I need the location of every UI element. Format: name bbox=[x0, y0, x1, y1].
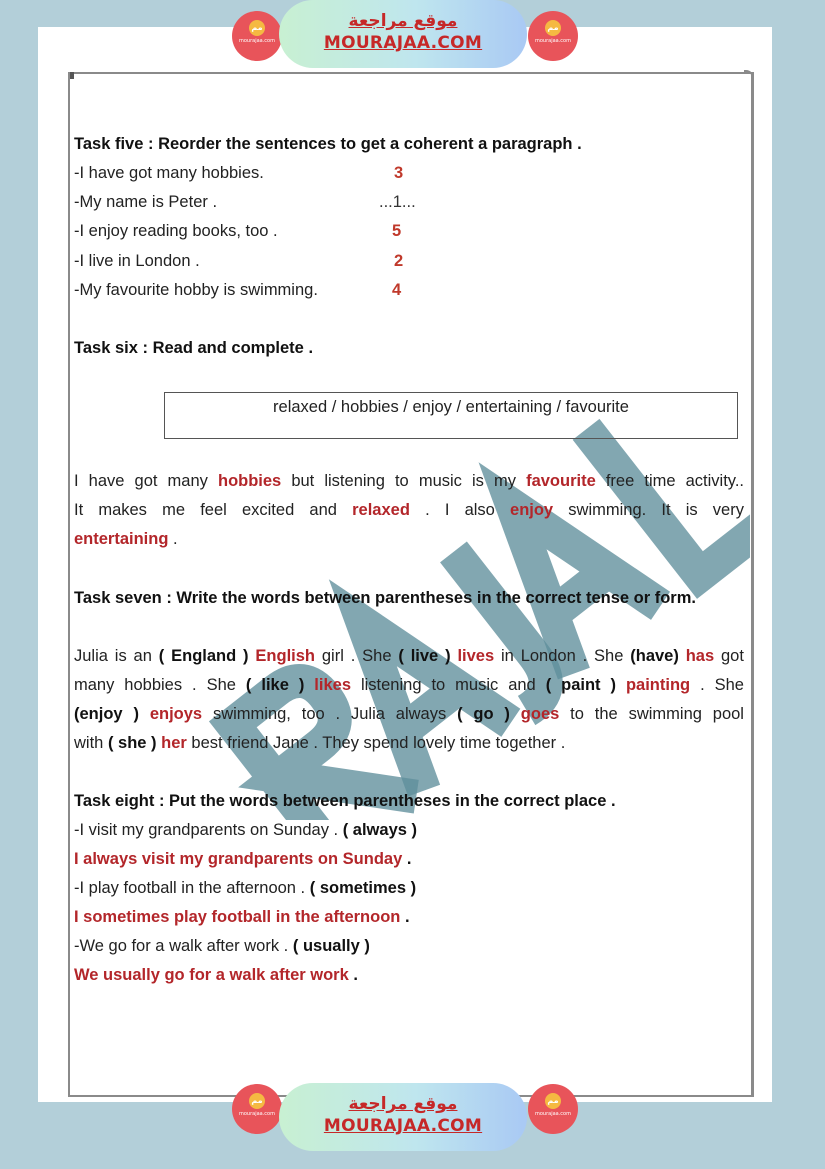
adverb: ( sometimes ) bbox=[309, 879, 417, 897]
text: swimming, too . Julia always bbox=[202, 705, 458, 723]
text bbox=[616, 676, 626, 694]
answer-sentence: I always visit my grandparents on Sunday bbox=[74, 850, 403, 868]
answer-word: lives bbox=[457, 647, 495, 665]
site-logo-icon[interactable] bbox=[528, 11, 578, 61]
logo-mark: ﻣﻢ bbox=[249, 1093, 265, 1109]
task5-answer-3: 5 bbox=[392, 222, 402, 240]
prompt-word: ( like ) bbox=[245, 676, 305, 694]
task5-answer-5: 4 bbox=[392, 281, 402, 299]
answer-sentence: I sometimes play football in the afternoon bbox=[74, 908, 401, 926]
answer-word: goes bbox=[520, 705, 560, 723]
text: but listening to music is my bbox=[281, 472, 527, 490]
task6-paragraph-line-3 bbox=[74, 528, 178, 550]
answer-relaxed: relaxed bbox=[352, 501, 410, 519]
text: in London . She bbox=[494, 647, 631, 665]
answer-favourite: favourite bbox=[526, 472, 596, 490]
text: -We go for a walk after work . bbox=[74, 937, 293, 955]
header-banner[interactable] bbox=[279, 0, 527, 68]
site-logo-icon[interactable] bbox=[232, 11, 282, 61]
text bbox=[510, 705, 521, 723]
task6-heading: Task six : Read and complete . bbox=[74, 339, 314, 357]
answer-entertaining: entertaining bbox=[74, 530, 169, 548]
answer-word: enjoys bbox=[149, 705, 203, 723]
text bbox=[304, 676, 314, 694]
task7-line-1 bbox=[74, 645, 744, 667]
text: . bbox=[348, 966, 358, 984]
text: best friend Jane . They spend lovely time together . bbox=[186, 734, 566, 752]
task5-answer-4: 2 bbox=[394, 252, 404, 270]
text: Julia is an bbox=[74, 647, 159, 665]
prompt-word: (enjoy ) bbox=[74, 705, 139, 723]
task8-answer-2 bbox=[74, 906, 410, 928]
task7-heading: Task seven : Write the words between parentheses in the correct tense or form. bbox=[74, 589, 696, 607]
text: . bbox=[400, 908, 410, 926]
prompt-word: ( live ) bbox=[398, 647, 451, 665]
text: It makes me feel excited and bbox=[74, 501, 353, 519]
text: free time activity.. bbox=[595, 472, 744, 490]
text: . bbox=[402, 850, 412, 868]
task6-word-box: relaxed / hobbies / enjoy / entertaining / favourite bbox=[164, 392, 738, 439]
task8-question-2 bbox=[74, 877, 416, 899]
logo-caption: mourajaa.com bbox=[534, 38, 571, 44]
prompt-word: (have) bbox=[630, 647, 679, 665]
site-logo-icon[interactable] bbox=[232, 1084, 282, 1134]
text: swimming. It is very bbox=[553, 501, 744, 519]
text: many hobbies . She bbox=[74, 676, 246, 694]
logo-caption: mourajaa.com bbox=[238, 38, 275, 44]
text: girl . She bbox=[315, 647, 399, 665]
text: -I play football in the afternoon . bbox=[74, 879, 310, 897]
logo-mark: ﻣﻢ bbox=[545, 20, 561, 36]
prompt-word: ( paint ) bbox=[545, 676, 616, 694]
answer-word: her bbox=[161, 734, 187, 752]
task8-answer-1 bbox=[74, 848, 411, 870]
task5-sentence-2: -My name is Peter . bbox=[74, 193, 218, 211]
task5-answer-2: ...1... bbox=[379, 193, 416, 211]
frame-pin bbox=[70, 72, 74, 79]
task5-sentence-5: -My favourite hobby is swimming. bbox=[74, 281, 318, 299]
task5-sentence-4: -I live in London . bbox=[74, 252, 200, 270]
answer-sentence: We usually go for a walk after work bbox=[74, 966, 349, 984]
task8-question-1 bbox=[74, 819, 417, 841]
text bbox=[679, 647, 686, 665]
answer-enjoy: enjoy bbox=[510, 501, 554, 519]
text: . I also bbox=[409, 501, 511, 519]
task8-question-3 bbox=[74, 935, 370, 957]
task6-paragraph-line-1 bbox=[74, 470, 744, 492]
answer-word: English bbox=[255, 647, 315, 665]
task8-heading: Task eight : Put the words between parentheses in the correct place . bbox=[74, 792, 616, 810]
text: I have got many bbox=[74, 472, 218, 490]
footer-arabic-title: موقع مراجعة bbox=[348, 1094, 458, 1114]
prompt-word: ( England ) bbox=[158, 647, 249, 665]
task6-paragraph-line-2 bbox=[74, 499, 744, 521]
task5-sentence-3: -I enjoy reading books, too . bbox=[74, 222, 278, 240]
logo-caption: mourajaa.com bbox=[534, 1111, 571, 1117]
header-arabic-title: موقع مراجعة bbox=[348, 11, 458, 31]
text: got bbox=[714, 647, 744, 665]
prompt-word: ( go ) bbox=[457, 705, 510, 723]
logo-caption: mourajaa.com bbox=[238, 1111, 275, 1117]
prompt-word: ( she ) bbox=[107, 734, 157, 752]
text: to the swimming pool bbox=[559, 705, 744, 723]
text: . bbox=[168, 530, 178, 548]
adverb: ( usually ) bbox=[292, 937, 370, 955]
task5-sentence-1: -I have got many hobbies. bbox=[74, 164, 264, 182]
adverb: ( always ) bbox=[342, 821, 418, 839]
header-site-link[interactable]: MOURAJAA.COM bbox=[323, 33, 483, 53]
text: with bbox=[74, 734, 108, 752]
answer-word: has bbox=[685, 647, 715, 665]
answer-word: painting bbox=[625, 676, 691, 694]
task5-heading: Task five : Reorder the sentences to get a coherent a paragraph . bbox=[74, 135, 582, 153]
text: listening to music and bbox=[351, 676, 546, 694]
task7-line-3 bbox=[74, 703, 744, 725]
task5-answer-1: 3 bbox=[394, 164, 404, 182]
text bbox=[139, 705, 150, 723]
task8-answer-3 bbox=[74, 964, 358, 986]
text: -I visit my grandparents on Sunday . bbox=[74, 821, 343, 839]
footer-banner[interactable] bbox=[279, 1083, 527, 1151]
logo-mark: ﻣﻢ bbox=[545, 1093, 561, 1109]
footer-site-link[interactable]: MOURAJAA.COM bbox=[323, 1116, 483, 1136]
answer-word: likes bbox=[314, 676, 351, 694]
logo-mark: ﻣﻢ bbox=[249, 20, 265, 36]
answer-hobbies: hobbies bbox=[217, 472, 282, 490]
task7-line-4 bbox=[74, 732, 565, 754]
text: . She bbox=[690, 676, 744, 694]
site-logo-icon[interactable] bbox=[528, 1084, 578, 1134]
task7-line-2 bbox=[74, 674, 744, 696]
